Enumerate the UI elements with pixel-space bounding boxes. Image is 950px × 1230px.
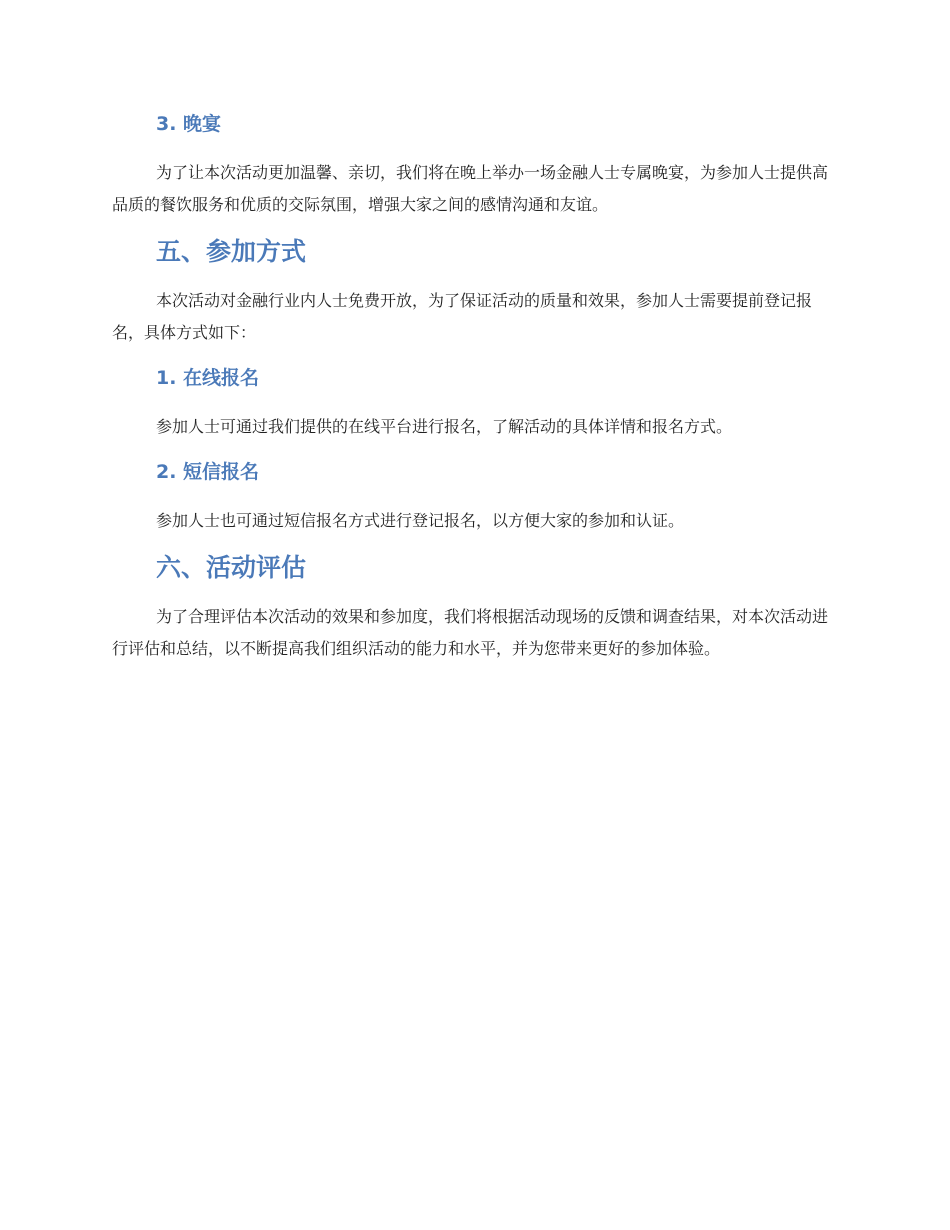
- heading-online-registration: 1. 在线报名: [156, 367, 260, 389]
- paragraph-sms-registration: 参加人士也可通过短信报名方式进行登记报名，以方便大家的参加和认证。: [156, 511, 685, 530]
- paragraph-banquet: 为了让本次活动更加温馨、亲切，我们将在晚上举办一场金融人士专属晚宴，为参加人士提供高品质的餐饮服务和优质的交际氛围，增强大家之间的感情沟通和友谊。: [112, 163, 829, 214]
- heading-evaluation: 六、活动评估: [156, 553, 307, 582]
- document-page: [112, 108, 840, 665]
- paragraph-online-registration: 参加人士可通过我们提供的在线平台进行报名，了解活动的具体详情和报名方式。: [156, 417, 733, 436]
- heading-sms-registration: 2. 短信报名: [156, 461, 260, 483]
- heading-participation: 五、参加方式: [156, 237, 307, 266]
- heading-banquet: 3. 晚宴: [156, 113, 222, 135]
- paragraph-evaluation: 为了合理评估本次活动的效果和参加度，我们将根据活动现场的反馈和调查结果，对本次活动进行评估和总结，以不断提高我们组织活动的能力和水平，并为您带来更好的参加体验。: [112, 607, 829, 658]
- paragraph-participation: 本次活动对金融行业内人士免费开放，为了保证活动的质量和效果，参加人士需要提前登记报名，具体方式如下：: [112, 291, 813, 342]
